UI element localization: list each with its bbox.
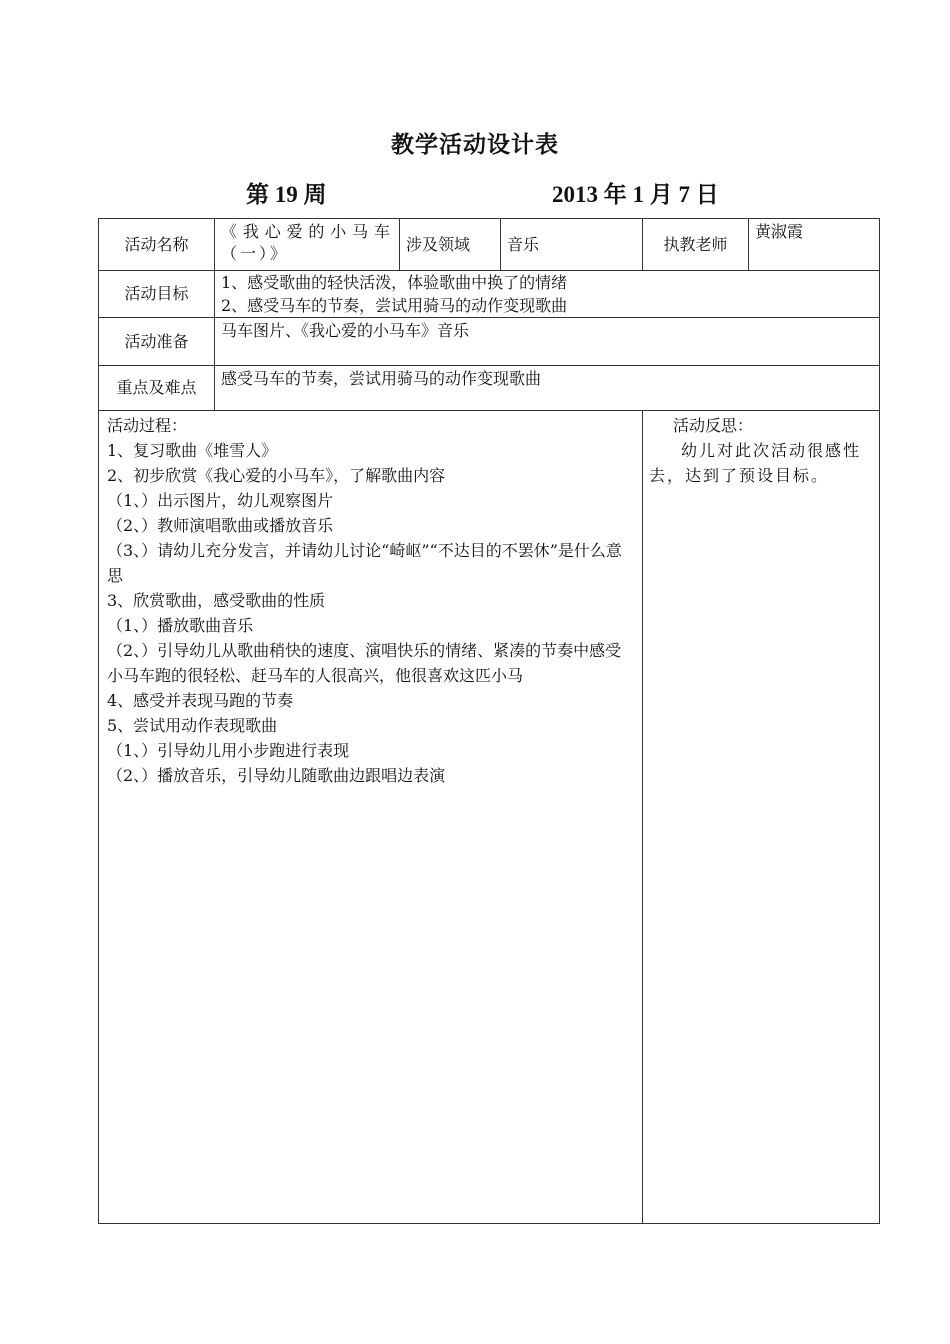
reflection-text: 幼儿对此次活动很感性去，达到了预设目标。 [649,441,862,485]
goal-line-2: 2、感受马车的节奏，尝试用骑马的动作变现歌曲 [221,296,568,315]
prep-label: 活动准备 [99,318,215,366]
table-row [99,411,880,1224]
process-line: 5、尝试用动作表现歌曲 [107,716,278,735]
goal-value [215,271,880,318]
process-line: （1、）引导幼儿用小步跑进行表现 [107,741,350,760]
teacher-value: 黄淑霞 [749,219,880,271]
process-line: 3、欣赏歌曲，感受歌曲的性质 [107,591,326,610]
activity-design-table [98,218,880,1224]
domain-label: 涉及领域 [400,219,501,271]
week-label: 第 19 周 [246,182,327,207]
activity-name-label: 活动名称 [99,219,215,271]
process-line: 活动过程： [107,416,188,435]
process-line: 2、初步欣赏《我心爱的小马车》，了解歌曲内容 [107,466,446,485]
process-line: 1、复习歌曲《堆雪人》 [107,441,278,460]
prep-value: 马车图片、《我心爱的小马车》音乐 [215,318,880,366]
key-label: 重点及难点 [99,366,215,411]
process-line: （2、）引导幼儿从歌曲稍快的速度、演唱快乐的情绪、紧凑的节奏中感受小马车跑的很轻松、赶马车的人很高兴，他很喜欢这匹小马 [107,641,622,685]
process-line: （2、）教师演唱歌曲或播放音乐 [107,516,334,535]
table-row [99,318,880,366]
date-label: 2013 年 1 月 7 日 [552,182,719,207]
activity-name-value: 《我心爱的小马车（一）》 [215,219,400,271]
reflection-cell [643,411,880,1224]
table-row [99,219,880,271]
process-line: （3、）请幼儿充分发言，并请幼儿讨论“崎岖”“不达目的不罢休”是什么意思 [107,541,622,585]
process-line: 4、感受并表现马跑的节奏 [107,691,294,710]
process-line: （1、）播放歌曲音乐 [107,616,254,635]
table-row [99,271,880,318]
key-value: 感受马车的节奏，尝试用骑马的动作变现歌曲 [215,366,880,411]
process-cell [99,411,643,1224]
reflection-label: 活动反思： [673,416,754,435]
process-line: （2、）播放音乐，引导幼儿随歌曲边跟唱边表演 [107,766,446,785]
goal-line-1: 1、感受歌曲的轻快活泼，体验歌曲中换了的情绪 [221,273,568,292]
process-line: （1、）出示图片，幼儿观察图片 [107,491,334,510]
goal-label: 活动目标 [99,271,215,318]
table-row [99,366,880,411]
page-title: 教学活动设计表 [391,131,559,158]
teacher-label: 执教老师 [643,219,749,271]
domain-value: 音乐 [501,219,643,271]
